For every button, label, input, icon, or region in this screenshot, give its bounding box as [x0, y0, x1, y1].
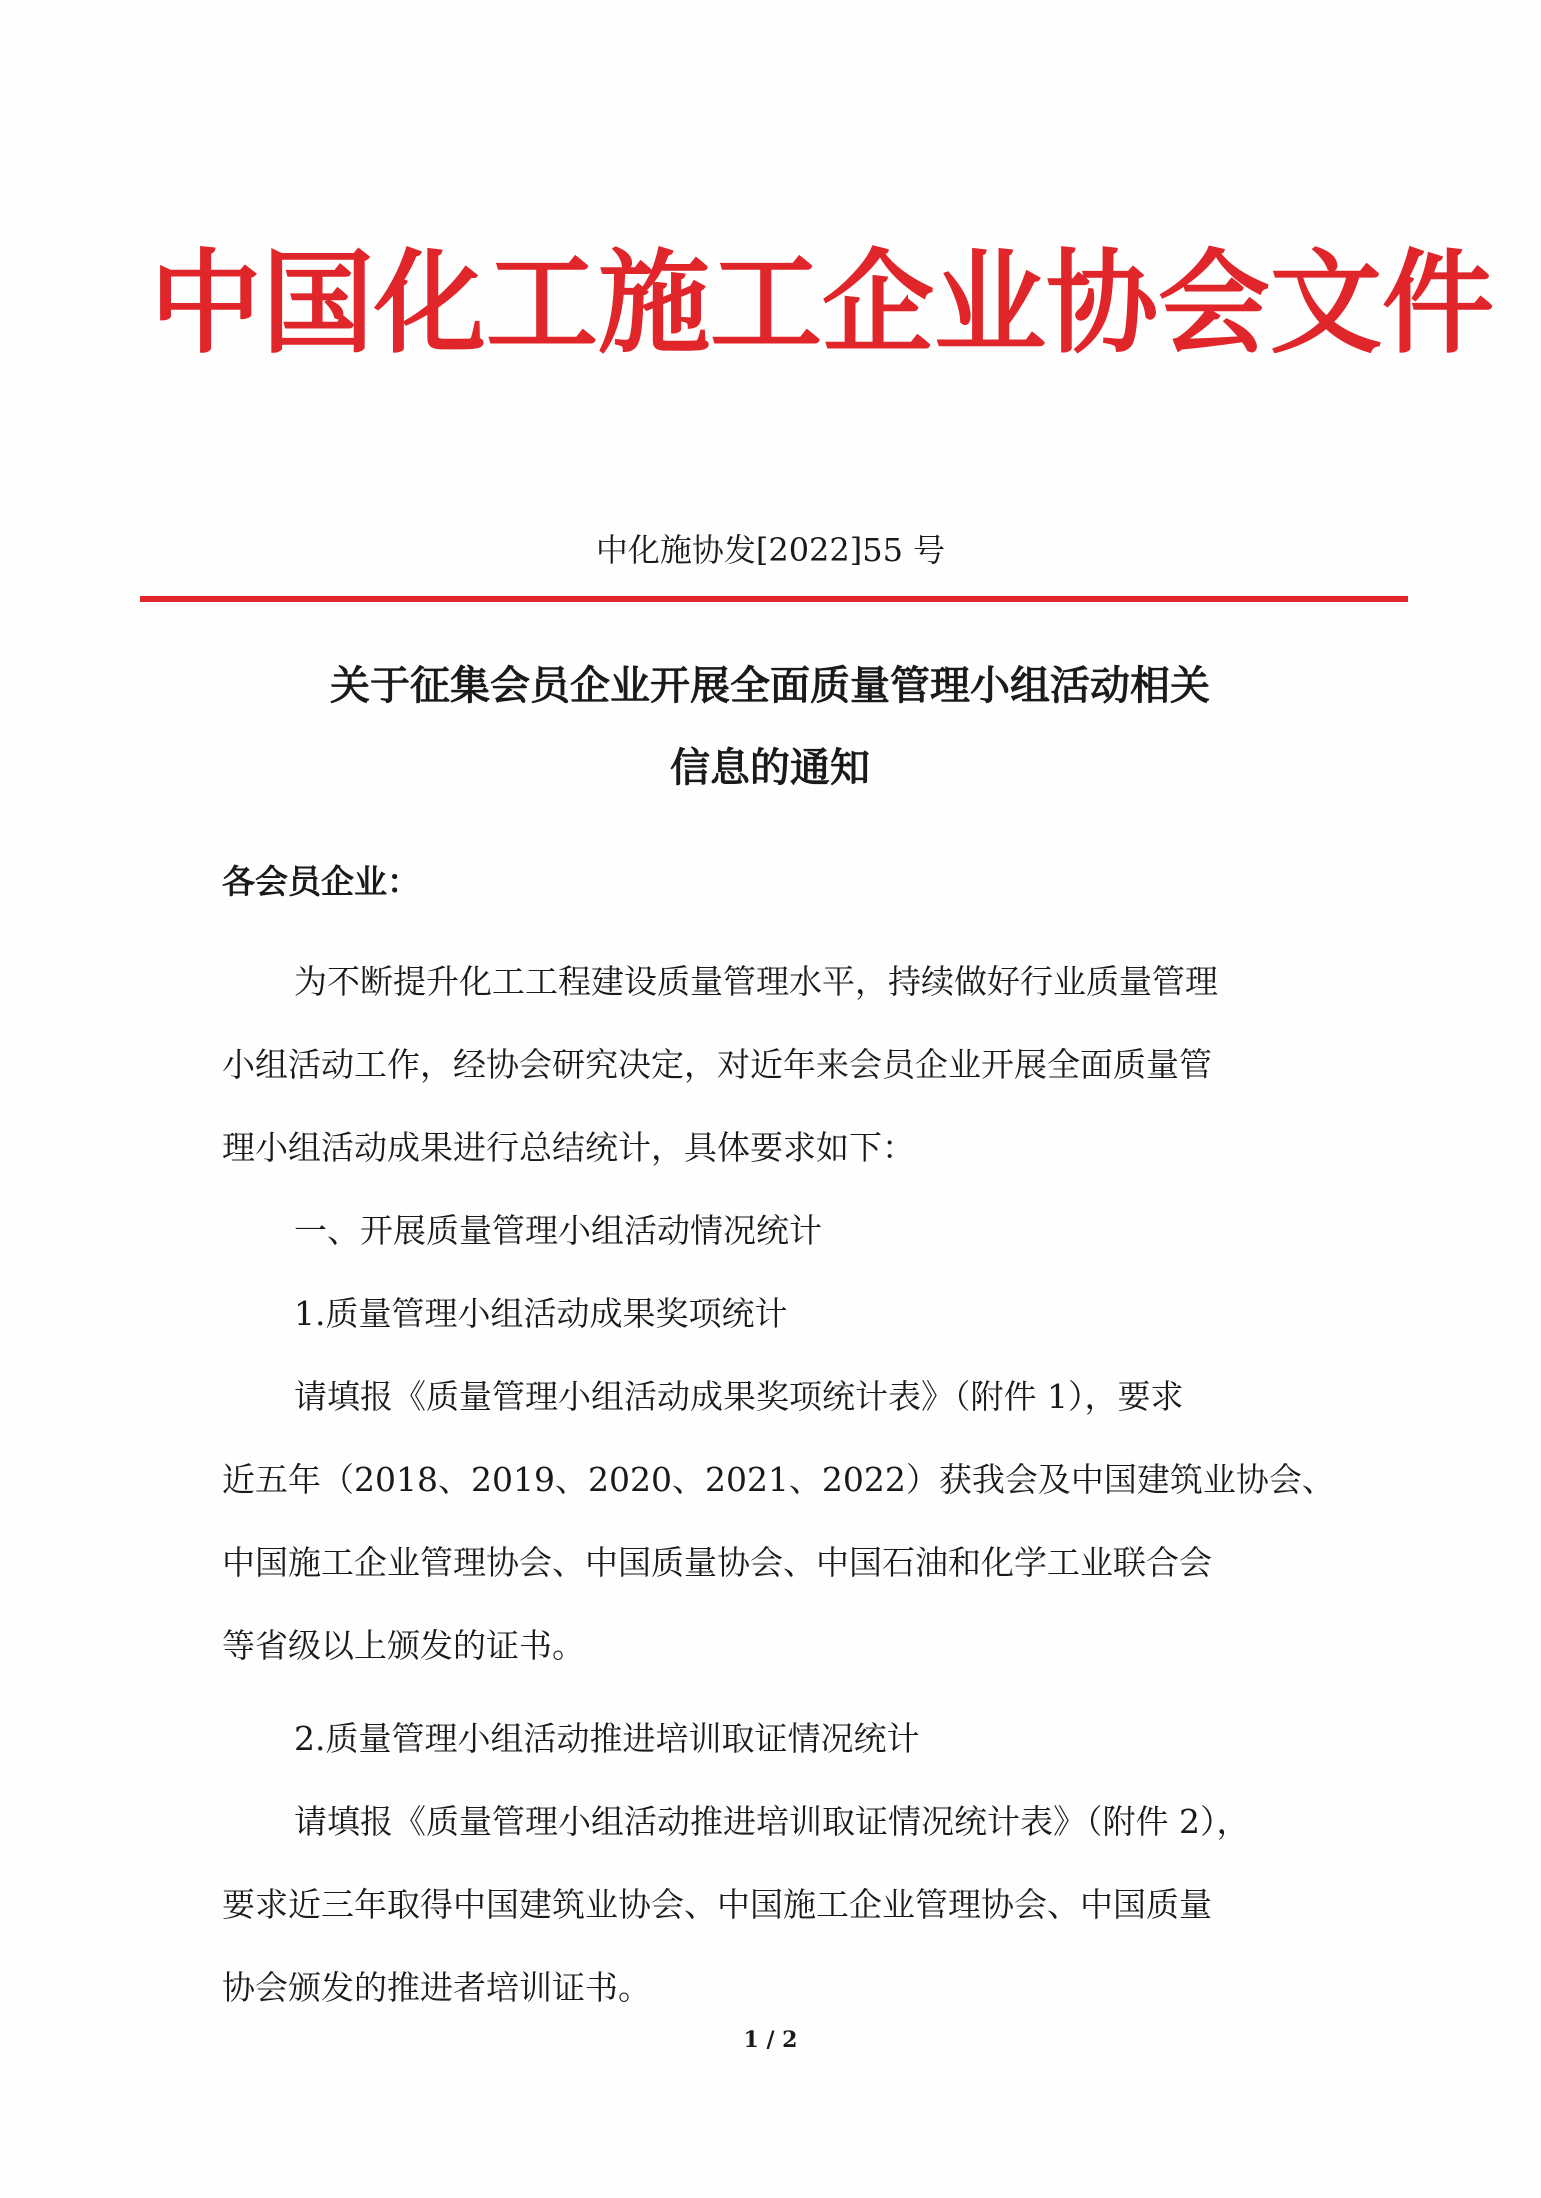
notice-title-line-2: 信息的通知	[670, 745, 870, 791]
item-1-text-line-4: 等省级以上颁发的证书。	[222, 1626, 585, 1665]
item-1-heading: 1.质量管理小组活动成果奖项统计	[294, 1294, 788, 1333]
item-2-text-line-1: 请填报《质量管理小组活动推进培训取证情况统计表》（附件 2），	[294, 1802, 1250, 1841]
page-number: 1 / 2	[743, 2027, 798, 2053]
document-number: 中化施协发[2022]55 号	[595, 531, 946, 569]
body-paragraph-1-line-3: 理小组活动成果进行总结统计，具体要求如下：	[222, 1128, 915, 1167]
item-2-heading: 2.质量管理小组活动推进培训取证情况统计	[294, 1719, 920, 1758]
item-2-text-line-3: 协会颁发的推进者培训证书。	[222, 1968, 651, 2007]
paragraph-gap	[222, 1687, 1327, 1697]
letterhead-title: 中国化工施工企业协会文件	[150, 239, 1494, 369]
item-1-text-line-1: 请填报《质量管理小组活动成果奖项统计表》（附件 1），要求	[294, 1377, 1184, 1416]
notice-title-line-1: 关于征集会员企业开展全面质量管理小组活动相关	[330, 663, 1210, 709]
notice-title	[200, 645, 1340, 809]
item-2-text-line-2: 要求近三年取得中国建筑业协会、中国施工企业管理协会、中国质量	[222, 1885, 1212, 1924]
section-1-heading: 一、开展质量管理小组活动情况统计	[294, 1211, 822, 1250]
body-paragraph-1-line-1: 为不断提升化工工程建设质量管理水平，持续做好行业质量管理	[294, 962, 1218, 1001]
item-1-text-line-3: 中国施工企业管理协会、中国质量协会、中国石油和化学工业联合会	[222, 1543, 1212, 1582]
red-divider-line	[140, 596, 1408, 602]
body-paragraph-1-line-2: 小组活动工作，经协会研究决定，对近年来会员企业开展全面质量管	[222, 1045, 1212, 1084]
notice-body	[222, 940, 1335, 2029]
item-1-text-line-2: 近五年（2018、2019、2020、2021、2022）获我会及中国建筑业协会、	[222, 1460, 1335, 1499]
salutation: 各会员企业：	[222, 862, 420, 901]
